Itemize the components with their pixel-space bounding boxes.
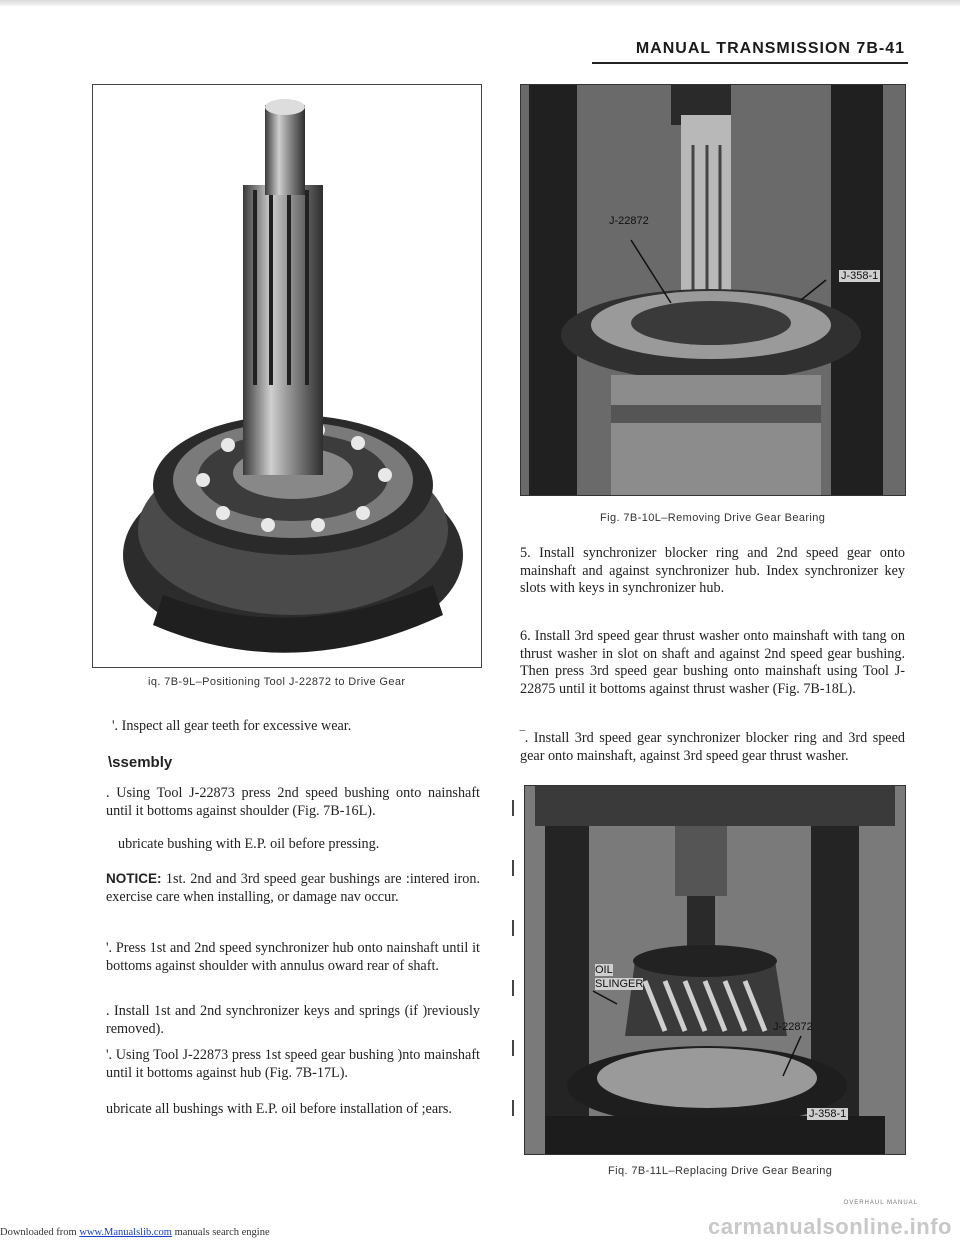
margin-mark	[512, 1100, 514, 1116]
step-3-paragraph: . Install 1st and 2nd synchronizer keys and springs (if )reviously removed).	[106, 1003, 480, 1037]
figure-7b-9l-caption: iq. 7B-9L–Positioning Tool J-22872 to Drive Gear	[148, 676, 406, 688]
footer-prefix: Downloaded from	[0, 1227, 80, 1238]
page-header: ΜANUAL TRANSMISSION 7B-41	[635, 40, 905, 57]
figure-7b-10l-photo	[520, 84, 906, 496]
manualslib-link[interactable]: www.Manualslib.com	[79, 1227, 172, 1238]
top-border	[0, 0, 960, 6]
margin-mark	[512, 980, 514, 996]
step-2-paragraph: '. Press 1st and 2nd speed synchronizer hub onto nainshaft until it bottoms against shoulder with annulus oward rear of shaft.	[106, 940, 480, 974]
step-inspect-paragraph: '. Inspect all gear teeth for excessive wear.	[112, 718, 352, 734]
shaft-bearing-illustration	[93, 85, 481, 667]
notice-label: NOTICE:	[106, 871, 162, 886]
callout-j-358-1: J-358-1	[841, 270, 879, 282]
press-bearing-illustration	[521, 85, 905, 495]
figure-7b-11l-caption: Fiq. 7B-11L–Replacing Drive Gear Bearing	[608, 1165, 833, 1177]
step-1-paragraph: . Using Tool J-22873 press 2nd speed bushing onto nainshaft until it bottoms against shoulder (Fig. 7B-16L).	[106, 785, 480, 819]
callout-oil: OIL	[595, 964, 613, 976]
header-rule	[592, 62, 908, 64]
figure-7b-9l-photo	[92, 84, 482, 668]
step-7-paragraph: ‾. Install 3rd speed gear synchronizer blocker ring and 3rd speed gear onto mainshaft, against 3rd speed gear thrust washer.	[520, 730, 905, 764]
footer-suffix: manuals search engine	[171, 1227, 270, 1238]
section-heading-assembly: \ssembly	[108, 754, 173, 771]
lubricate-gears-note: ubricate all bushings with E.P. oil before installation of ;ears.	[106, 1101, 452, 1117]
step-4-paragraph: '. Using Tool J-22873 press 1st speed gear bushing )nto mainshaft until it bottoms against hub (Fig. 7B-17L).	[106, 1047, 480, 1081]
step-5-paragraph: 5. Install synchronizer blocker ring and 2nd speed gear onto mainshaft and against synchronizer hub. Index synchronizer key slots with keys in synchronizer hub.	[520, 545, 905, 597]
margin-mark	[512, 800, 514, 816]
figure-7b-11l-photo	[524, 785, 906, 1155]
gear-press-illustration	[525, 786, 905, 1154]
callout-j-22872: J-22872	[773, 1021, 813, 1033]
callout-slinger: SLINGER	[595, 978, 644, 990]
callout-j-358-1: J-358-1	[809, 1108, 847, 1120]
watermark: carmanualsonline.info	[708, 1214, 952, 1239]
figure-7b-10l-caption: Fig. 7B-10L–Removing Drive Gear Bearing	[600, 512, 826, 524]
margin-mark	[512, 860, 514, 876]
margin-mark	[512, 920, 514, 936]
callout-j-22872: J-22872	[609, 215, 649, 227]
notice-text: 1st. 2nd and 3rd speed gear bushings are :intered iron. exercise care when installing, or damage nav occur.	[106, 871, 480, 905]
lubricate-bushing-note: ubricate bushing with E.P. oil before pressing.	[118, 836, 380, 852]
download-footer	[0, 1227, 270, 1238]
margin-mark	[512, 1040, 514, 1056]
step-6-paragraph: 6. Install 3rd speed gear thrust washer onto mainshaft with tang on thrust washer in slot on shaft and against 2nd speed gear bushing. Then press 3rd speed gear bushing onto mainshaft using Tool J-22875 until it bottoms against thrust washer (Fig. 7B-18L).	[520, 628, 905, 697]
corner-mark: OVERHAUL MANUAL	[843, 1200, 918, 1206]
notice-paragraph	[106, 870, 480, 906]
